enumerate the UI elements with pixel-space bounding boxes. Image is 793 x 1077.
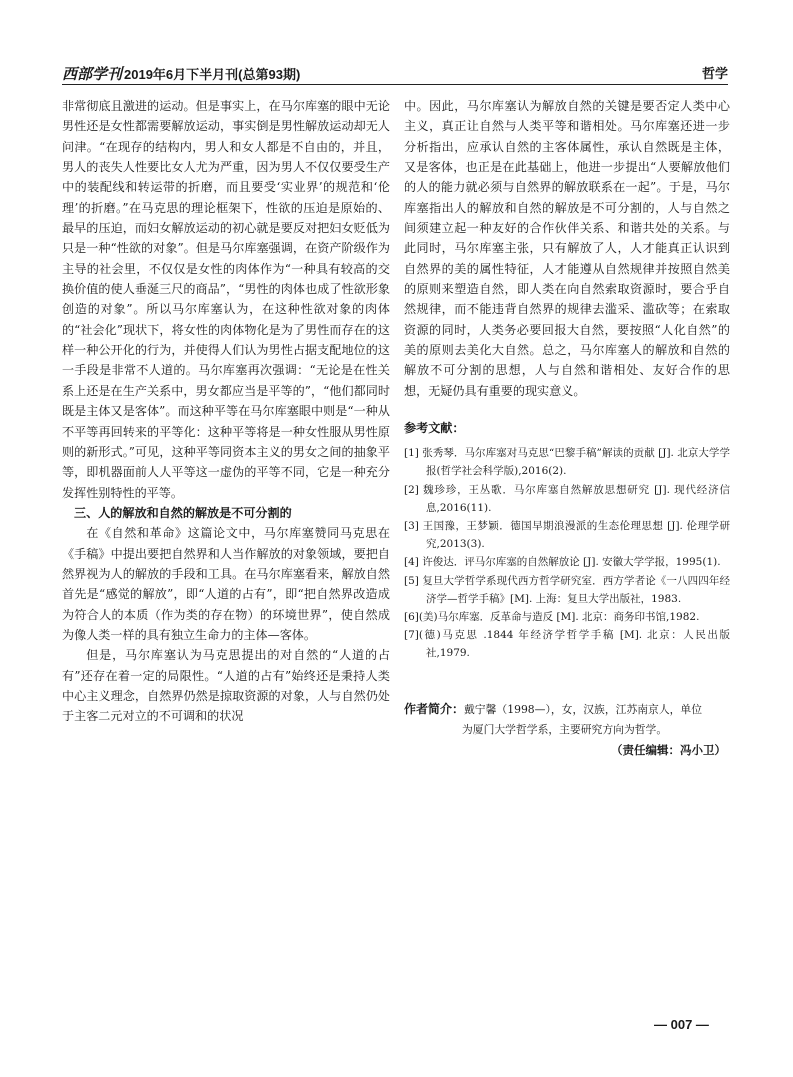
issue-info: 2019年6月下半月刊(总第93期)	[124, 67, 301, 82]
journal-issue	[62, 63, 300, 84]
right-column	[404, 96, 730, 758]
reference-item: [3] 王国豫，王梦颖．德国早期浪漫派的生态伦理思想 [J]. 伦理学研究,2013(3).	[404, 519, 730, 551]
left-column	[62, 96, 390, 727]
reference-item: [2] 魏珍珍，王丛歌．马尔库塞自然解放思想研究 [J]. 现代经济信息,2016(11).	[404, 483, 730, 514]
reference-item: [4] 许俊达．评马尔库塞的自然解放论 [J]. 安徽大学学报，1995(1).	[404, 556, 721, 569]
author-bio	[404, 699, 730, 740]
body-paragraph: 但是，马尔库塞认为马克思提出的对自然的“人道的占有”还存在着一定的局限性。“人道的占有”始终还是秉持人类中心主义理念，自然界仍然是掠取资源的对象，人与自然仍处于主客二元对立的不可调和的状况	[62, 648, 390, 724]
editor-credit: （责任编辑：冯小卫）	[611, 742, 726, 757]
author-line-2: 为厦门大学哲学系，主要研究方向为哲学。	[462, 722, 668, 736]
reference-item: [7](德)马克思 .1844 年经济学哲学手稿 [M]. 北京：人民出版社,1979.	[404, 629, 730, 660]
section-name: 哲学	[701, 66, 728, 81]
reference-item: [6](美)马尔库塞．反革命与造反 [M]. 北京：商务印书馆,1982.	[404, 610, 700, 623]
author-line-1: 戴宁馨（1998—），女，汉族，江苏南京人，单位	[464, 702, 703, 716]
references-title: 参考文献：	[404, 421, 465, 436]
journal-logo: 西部学刊	[62, 66, 123, 83]
reference-item: [5] 复旦大学哲学系现代西方哲学研究室．西方学者论《一八四四年经济学—哲学手稿》[M]. 上海：复旦大学出版社，1983.	[404, 574, 730, 605]
body-paragraph: 在《自然和革命》这篇论文中，马尔库塞赞同马克思在《手稿》中提出要把自然界和人当作解放的对象领域，要把自然界视为人的解放的手段和工具。在马尔库塞看来，解放自然首先是“感觉的解放”，即“人道的占有”，即“把自然界改造成为符合人的本质（作为类的存在物）的环境世界”，使自然成为像人类一样的具有独立生命力的主体—客体。	[62, 526, 390, 642]
body-paragraph: 非常彻底且激进的运动。但是事实上，在马尔库塞的眼中无论男性还是女性都需要解放运动，事实倒是男性解放运动却无人问津。“在现存的结构内，男人和女人都是不自由的，并且，男人的丧失人性要比女人尤为严重，因为男人不仅仅要受生产中的装配线和转运带的折磨，而且要受‘实业界’的规范和‘伦理’的折磨。”在马克思的理论框架下，性欲的压迫是原始的、最早的压迫，而妇女解放运动的初心就是要反对把妇女贬低为只是一种“性欲的对象”。但是马尔库塞强调，在资产阶级作为主导的社会里，不仅仅是女性的肉体作为“一种具有较高的交换价值的使人垂涎三尺的商品”，“男性的肉体也成了性欲形象创造的对象”。所以马尔库塞认为，在这种性欲对象的肉体的“社会化”现状下，将女性的肉体物化是为了男性而存在的这样一种公开化的行为，并使得人们认为男性占据支配地位的这一手段是非常不人道的。马尔库塞再次强调：“无论是在性关系上还是在生产关系中，男女都应当是平等的”，“他们都同时既是主体又是客体”。而这种平等在马尔库塞眼中则是“一种从不平等再回转来的平等化：这种平等将是一种女性服从男性原则的新形式。”可见，这种平等同资本主义的男女之间的抽象平等，即机器面前人人平等这一虚伪的平等不同，它是一种充分发挥性别特性的平等。	[62, 99, 390, 500]
header-rule	[62, 84, 728, 85]
section-heading: 三、人的解放和自然的解放是不可分割的	[74, 505, 292, 520]
body-paragraph: 中。因此，马尔库塞认为解放自然的关键是要否定人类中心主义，真正让自然与人类平等和谐相处。马尔库塞还进一步分析指出，应承认自然的主客体属性，承认自然既是主体，又是客体，也正是在此基础上，他进一步提出“人要解放他们的人的能力就必须与自然界的解放联系在一起”。于是，马尔库塞指出人的解放和自然的解放是不可分割的，人与自然之间须建立起一种友好的合作伙伴关系、和谐共处的关系。与此同时，马尔库塞主张，只有解放了人，人才能真正认识到自然界的美的属性特征，人才能遵从自然规律并按照自然美的原则来塑造自然，即人类在向自然索取资源时，要合乎自然规律，而不能违背自然界的规律去滥采、滥砍等；在索取资源的同时，人类务必要回报大自然，要按照“人化自然”的美的原则去美化大自然。总之，马尔库塞人的解放和自然的解放不可分割的思想，人与自然和谐相处、友好合作的思想，无疑仍具有重要的现实意义。	[404, 99, 730, 398]
running-header	[62, 60, 728, 82]
reference-item: [1] 张秀琴．马尔库塞对马克思“巴黎手稿”解读的贡献 [J]. 北京大学学报(哲学社会科学版),2016(2).	[404, 447, 730, 478]
author-label: 作者简介：	[404, 701, 465, 716]
page-number: — 007 —	[654, 1017, 709, 1032]
